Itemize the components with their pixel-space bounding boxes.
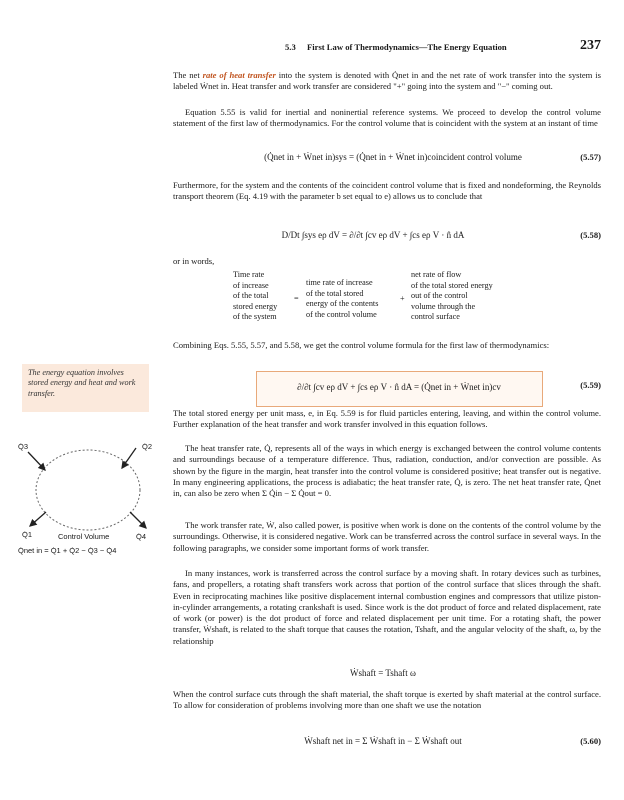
c3-line: control surface [411,312,460,321]
p2-text: Equation 5.55 is valid for inertial and noninertial reference systems. We proceed to develop the control volume statement of the first law of thermodynamics. For the control volume that is coincident with the system at an instant of time [173,107,601,129]
p8-text: In many instances, work is transferred across the control surface by a moving shaft. In rotary devices such as turbines, fans, and propellers, a rotating shaft transfers work across that portion of the control surface that slices through the shaft. Even in reciprocating machines like positive displacement internal combustion engines and compressors that utilize piston-in-cylinder arrangements, a rotating crankshaft is used. Since work is the dot product of force and related displacement, rate of work (or power) is the dot product of force and related displacement per unit time. For a rotating shaft, the power transfer, Ẇshaft, is related to the shaft torque that causes the rotation, Tshaft, and the angular velocity of the shaft, ω, by the relationship [173,568,601,646]
paragraph-net-rates [173,70,601,93]
label-q2: Q̇2 [142,442,153,451]
p7-text: The work transfer rate, Ẇ, also called power, is positive when work is done on the contents of the control volume by the surroundings. Otherwise, it is considered negative. Work can be transferred across the control surface in several ways. In the following paragraphs, we consider some important forms of work transfer. [173,520,601,553]
eq-5-58-left: D/Dt ∫sys eρ dV [281,230,340,240]
or-in-words [173,256,601,267]
p6-text: The heat transfer rate, Q̇, represents all of the ways in which energy is exchanged between the control volume contents and surroundings because of a temperature difference. Thus, radiation, conduction, and/or convection are possible. As shown by the figure in the margin, heat transfer into the control volume is considered positive; heat transfer out is negative. In many engineering applications, the process is adiabatic; the heat transfer rate, Q̇, is zero. The net heat transfer rate, Q̇net in, can also be zero when Σ Q̇in − Σ Q̇out = 0. [173,443,601,499]
figure-caption: Q̇net in = Q̇1 + Q̇2 − Q̇3 − Q̇4 [18,546,117,555]
eq-5-58-number: (5.58) [580,230,601,240]
p1-before: The net [173,70,203,80]
highlight-term: rate of heat transfer [202,70,276,80]
c1-line: Time rate [233,270,265,279]
eq-5-59-body: ∂/∂t ∫cv eρ dV + ∫cs eρ V · n̂ dA = (Q̇net in + Ẇnet in)cv [297,382,501,392]
c3-line: of the total stored energy [411,280,493,290]
c2-line: time rate of increase [306,278,373,287]
p9-text: When the control surface cuts through the shaft material, the shaft torque is exerted by shaft material at the control surface. To allow for consideration of problems involving more than one shaft we use the notation [173,689,601,711]
arrow-q4 [130,512,146,528]
control-volume-boundary [36,450,140,530]
page-header [173,38,601,58]
words-col3 [411,270,493,323]
eq-5-60-body: Ẇshaft net in = Σ Ẇshaft in − Σ Ẇshaft out [304,736,462,746]
c1-line: of the total [233,291,269,300]
equation-shaft-power [173,668,601,686]
eq-shaft-body: Ẇshaft = Tshaft ω [350,668,416,678]
words-eq-sign: = [294,294,299,303]
paragraph-heat-transfer [173,443,601,499]
c1-line: stored energy [233,301,278,311]
words-plus-sign: + [400,294,405,303]
equation-5-57 [173,150,601,170]
paragraph-shaft-work [173,568,601,647]
label-q1: Q̇1 [22,530,33,539]
p1-after: into the system is denoted with Q̇net in and the net rate of work transfer into the system is labeled Ẇnet in. Heat transfer and work transfer are considered "+" going into the system and "−" coming out. [173,70,601,92]
c2-line: of the total stored [306,288,364,298]
or-in-words-text: or in words, [173,256,215,266]
equation-5-58 [173,222,601,252]
section-title: First Law of Thermodynamics—The Energy Equation [307,42,507,52]
label-q3: Q̇3 [18,442,29,451]
p3-text: Furthermore, for the system and the contents of the coincident control volume that is fixed and nondeforming, the Reynolds transport theorem (Eq. 4.19 with the parameter b set equal to e) allows us to conclude that [173,180,601,202]
c3-line: out of the control [411,291,468,300]
eq-5-60-number: (5.60) [580,736,601,746]
label-control-volume: Control Volume [58,532,110,541]
p4-text: Combining Eqs. 5.55, 5.57, and 5.58, we get the control volume formula for the first law of thermodynamics: [173,340,550,350]
paragraph-stored-energy [173,408,601,431]
paragraph-combining [173,340,601,351]
eq-5-57-number: (5.57) [580,152,601,162]
c2-line: of the control volume [306,309,377,319]
arrow-q3 [28,452,45,470]
margin-note: The energy equation involves stored energy and heat and work transfer. [22,364,149,412]
eq-5-59-number: (5.59) [580,380,601,390]
word-equation [230,270,530,332]
words-col1 [233,270,277,323]
heat-transfer-figure [18,440,168,560]
c3-line: net rate of flow [411,270,462,279]
c1-line: of the system [233,312,277,321]
equation-5-59 [173,378,601,398]
words-col2 [306,278,378,320]
eq-5-58-middle: = ∂/∂t ∫cv eρ dV [341,230,401,240]
paragraph-shaft-torque [173,689,601,712]
eq-5-57-body: (Q̇net in + Ẇnet in)sys = (Q̇net in + Ẇnet in)coincident control volume [264,152,522,162]
label-q4: Q̇4 [136,532,147,541]
c1-line: of increase [233,280,269,290]
p5-text: The total stored energy per unit mass, e, in Eq. 5.59 is for fluid particles entering, leaving, and within the control volume. Further explanation of the heat transfer and work transfer involved in this equation follows. [173,408,601,430]
control-volume-diagram [18,440,168,560]
equation-5-60 [173,734,601,756]
c3-line: volume through the [411,301,476,311]
section-number: 5.3 [285,42,296,52]
arrow-q1 [30,512,46,526]
eq-5-58-right: + ∫cs eρ V · n̂ dA [402,230,465,240]
page-number: 237 [580,38,601,53]
c2-line: energy of the contents [306,299,379,308]
paragraph-equation-validity [173,107,601,130]
paragraph-work-transfer [173,520,601,554]
paragraph-reynolds [173,180,601,203]
